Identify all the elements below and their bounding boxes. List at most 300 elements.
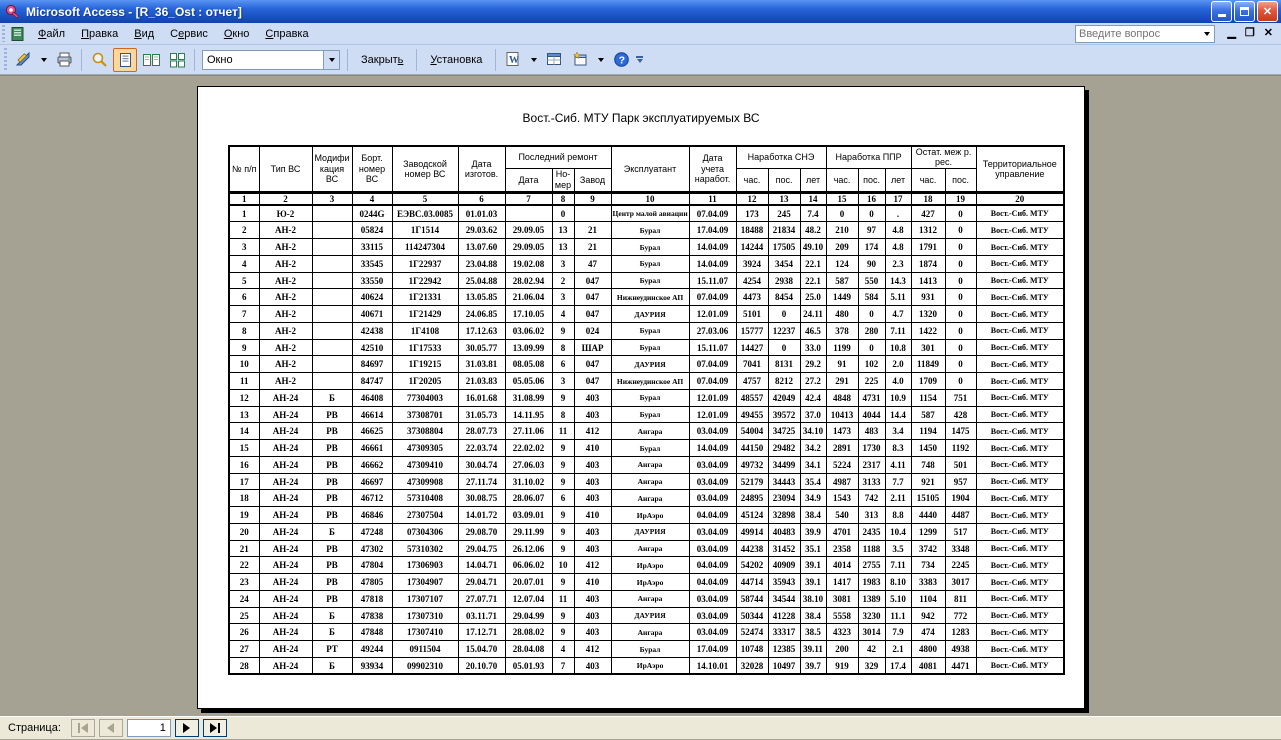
title-bar (0, 0, 1281, 23)
table-cell: 2.11 (885, 490, 911, 507)
table-cell: 3.4 (885, 423, 911, 440)
table-cell: 46408 (352, 389, 392, 406)
table-cell: 0 (945, 339, 976, 356)
new-object-button[interactable] (568, 48, 592, 72)
table-cell: 2245 (945, 557, 976, 574)
table-cell: 3348 (945, 540, 976, 557)
table-cell: 114247304 (392, 239, 458, 256)
table-cell: 32898 (768, 507, 800, 524)
subheader-sne-years: лет (800, 168, 826, 192)
table-cell: 4081 (911, 657, 945, 674)
table-cell: 1389 (858, 590, 885, 607)
table-cell: 403 (574, 590, 611, 607)
table-cell: 20 (229, 523, 259, 540)
menu-items (30, 25, 317, 43)
table-cell: 931 (911, 289, 945, 306)
table-cell: Вост.-Сиб. МТУ (976, 239, 1064, 256)
table-cell: 21.03.83 (458, 373, 505, 390)
table-cell: 39.11 (800, 641, 826, 658)
table-cell: 5.10 (885, 590, 911, 607)
table-cell: 428 (945, 406, 976, 423)
zoom-button[interactable] (87, 48, 111, 72)
table-cell: 34.10 (800, 423, 826, 440)
col-header-num: № п/п (229, 146, 259, 192)
table-cell: 28.08.02 (505, 624, 552, 641)
table-cell: РВ (312, 440, 352, 457)
table-cell: 35.1 (800, 540, 826, 557)
question-box[interactable] (1075, 25, 1215, 43)
table-cell: 1983 (858, 574, 885, 591)
table-cell: 3454 (768, 255, 800, 272)
table-cell: 28.07.73 (458, 423, 505, 440)
table-row (229, 289, 1064, 306)
table-cell: 25.0 (800, 289, 826, 306)
table-cell: 29.04.99 (505, 607, 552, 624)
table-cell: 17.12.63 (458, 322, 505, 339)
close-button[interactable]: ✕ (1257, 1, 1278, 22)
report-page[interactable] (197, 86, 1085, 709)
table-cell: 3230 (858, 607, 885, 624)
table-cell: 2938 (768, 272, 800, 289)
table-cell: Вост.-Сиб. МТУ (976, 289, 1064, 306)
table-cell: 17307107 (392, 590, 458, 607)
menu-item-4[interactable]: Сервис (170, 27, 208, 40)
table-cell: 0 (552, 205, 574, 222)
table-cell: 403 (574, 607, 611, 624)
table-cell: Вост.-Сиб. МТУ (976, 255, 1064, 272)
restore-button[interactable] (1234, 1, 1255, 22)
table-cell (312, 239, 352, 256)
col-header-ppr: Наработка ППР (826, 146, 911, 168)
table-cell: 90 (858, 255, 885, 272)
menu-item-1[interactable]: Файл (38, 27, 66, 40)
table-cell: 03.06.02 (505, 322, 552, 339)
table-cell: 39.1 (800, 557, 826, 574)
table-cell: 14.11.95 (505, 406, 552, 423)
toolbar-grip-2[interactable] (4, 48, 7, 71)
table-cell: Б (312, 607, 352, 624)
table-cell: 9 (552, 389, 574, 406)
table-cell: АН-24 (259, 540, 312, 557)
table-cell: 5558 (826, 607, 858, 624)
table-cell: Вост.-Сиб. МТУ (976, 456, 1064, 473)
table-cell: 6 (552, 356, 574, 373)
table-cell: 1Г17533 (392, 339, 458, 356)
table-cell: 91 (826, 356, 858, 373)
table-cell: 587 (911, 406, 945, 423)
table-cell: Бурал (611, 272, 689, 289)
table-row (229, 440, 1064, 457)
table-cell: ИрАэро (611, 557, 689, 574)
table-cell: 47805 (352, 574, 392, 591)
table-cell: АН-2 (259, 272, 312, 289)
toolbar-grip[interactable] (2, 25, 5, 42)
question-dropdown-icon[interactable] (1199, 26, 1214, 42)
table-cell: 27.2 (800, 373, 826, 390)
page-number-input[interactable] (127, 719, 171, 737)
table-row (229, 456, 1064, 473)
table-cell: 27307504 (392, 507, 458, 524)
table-cell: 31.10.02 (505, 473, 552, 490)
table-cell: 4 (552, 641, 574, 658)
table-cell: 0 (945, 239, 976, 256)
table-cell: 280 (858, 322, 885, 339)
table-cell: 301 (911, 339, 945, 356)
table-cell: 0 (945, 373, 976, 390)
table-cell: РТ (312, 641, 352, 658)
first-page-button[interactable] (71, 719, 95, 737)
table-cell: 24 (229, 590, 259, 607)
table-cell: 1Г19215 (392, 356, 458, 373)
table-cell: 03.04.09 (689, 473, 736, 490)
table-cell: 47309305 (392, 440, 458, 457)
table-row (229, 607, 1064, 624)
table-cell: 1730 (858, 440, 885, 457)
table-cell: 1791 (911, 239, 945, 256)
close-preview-button[interactable]: Закрыть (361, 53, 404, 66)
table-cell: 12.01.09 (689, 306, 736, 323)
table-cell: АН-24 (259, 423, 312, 440)
table-cell: 047 (574, 306, 611, 323)
table-cell: 34544 (768, 590, 800, 607)
table-cell: 20.10.70 (458, 657, 505, 674)
table-cell: 13 (229, 406, 259, 423)
col-header-account-date: Дата учета наработ. (689, 146, 736, 192)
table-cell: 412 (574, 641, 611, 658)
help-icon (613, 51, 630, 68)
one-page-button[interactable] (113, 48, 137, 72)
table-cell: РВ (312, 456, 352, 473)
zoom-combo-value: Окно (207, 53, 233, 66)
table-cell: 14244 (736, 239, 768, 256)
table-cell: 313 (858, 507, 885, 524)
table-cell: 47248 (352, 523, 392, 540)
table-cell (505, 205, 552, 222)
table-cell: 024 (574, 322, 611, 339)
multiple-pages-icon (169, 52, 186, 68)
table-cell: 29.2 (800, 356, 826, 373)
toolbar-options-icon[interactable] (636, 56, 643, 63)
table-cell: 4440 (911, 507, 945, 524)
one-page-icon (118, 52, 133, 68)
table-row (229, 389, 1064, 406)
table-cell: 7 (552, 657, 574, 674)
design-view-dropdown[interactable] (37, 48, 50, 72)
table-cell: 0911504 (392, 641, 458, 658)
table-cell: 17 (229, 473, 259, 490)
table-row (229, 222, 1064, 239)
table-cell (312, 205, 352, 222)
table-cell: 42438 (352, 322, 392, 339)
table-cell: 291 (826, 373, 858, 390)
table-cell: 52179 (736, 473, 768, 490)
table-cell: 1Г4108 (392, 322, 458, 339)
table-cell: 1 (229, 205, 259, 222)
table-row (229, 657, 1064, 674)
table-cell: 748 (911, 456, 945, 473)
table-cell: 54202 (736, 557, 768, 574)
table-cell: РВ (312, 423, 352, 440)
table-cell: 0 (945, 356, 976, 373)
table-cell: АН-24 (259, 440, 312, 457)
table-cell: Вост.-Сиб. МТУ (976, 272, 1064, 289)
table-cell: 8.3 (885, 440, 911, 457)
table-cell: 1Г1514 (392, 222, 458, 239)
table-cell: 27.07.71 (458, 590, 505, 607)
table-cell: АН-2 (259, 239, 312, 256)
table-cell: Вост.-Сиб. МТУ (976, 373, 1064, 390)
table-cell: 03.04.09 (689, 624, 736, 641)
table-cell: 20.07.01 (505, 574, 552, 591)
table-cell: 11 (552, 590, 574, 607)
table-cell: Вост.-Сиб. МТУ (976, 423, 1064, 440)
print-preview-toolbar (0, 45, 1281, 75)
table-cell: 17.12.71 (458, 624, 505, 641)
table-cell: 3 (229, 239, 259, 256)
table-cell: 13.07.60 (458, 239, 505, 256)
minimize-button[interactable] (1211, 1, 1232, 22)
table-cell: АН-2 (259, 306, 312, 323)
table-cell: 501 (945, 456, 976, 473)
table-cell: 047 (574, 356, 611, 373)
table-cell: 46.5 (800, 322, 826, 339)
two-pages-button[interactable] (139, 48, 163, 72)
table-cell: 50344 (736, 607, 768, 624)
table-cell: 0 (945, 322, 976, 339)
table-cell: 18 (229, 490, 259, 507)
table-cell: 49914 (736, 523, 768, 540)
table-cell: 3014 (858, 624, 885, 641)
table-cell: 3017 (945, 574, 976, 591)
svg-text:?: ? (618, 54, 625, 67)
table-cell: 30.08.75 (458, 490, 505, 507)
column-number: 20 (976, 192, 1064, 205)
table-row (229, 557, 1064, 574)
table-cell: Бурал (611, 222, 689, 239)
table-cell: 1Г21429 (392, 306, 458, 323)
table-cell: 3133 (858, 473, 885, 490)
table-cell: 14.04.09 (689, 255, 736, 272)
column-number: 7 (505, 192, 552, 205)
table-cell: 23094 (768, 490, 800, 507)
zoom-combo-dropdown-icon[interactable] (323, 51, 339, 69)
access-app-icon (5, 4, 21, 20)
officelinks-word-button[interactable] (501, 48, 525, 72)
table-cell: 8131 (768, 356, 800, 373)
table-cell: 5224 (826, 456, 858, 473)
table-row (229, 490, 1064, 507)
table-cell: 1Г22937 (392, 255, 458, 272)
table-cell: РВ (312, 507, 352, 524)
table-cell: Вост.-Сиб. МТУ (976, 440, 1064, 457)
table-cell: 27.11.74 (458, 473, 505, 490)
table-cell (312, 289, 352, 306)
window-title: Microsoft Access - [R_36_Ost : отчет] (26, 4, 242, 19)
table-cell: 54004 (736, 423, 768, 440)
table-cell: 2 (229, 222, 259, 239)
mdi-restore-button[interactable]: ❐ (1244, 27, 1255, 39)
table-cell: 403 (574, 624, 611, 641)
table-cell: 480 (826, 306, 858, 323)
table-cell: Ю-2 (259, 205, 312, 222)
table-cell: 33115 (352, 239, 392, 256)
table-cell (312, 222, 352, 239)
table-cell: 7.11 (885, 322, 911, 339)
table-cell: 2.3 (885, 255, 911, 272)
table-cell: 22.1 (800, 272, 826, 289)
officelinks-dropdown[interactable] (527, 48, 540, 72)
table-cell: 17304907 (392, 574, 458, 591)
table-cell: Ангара (611, 456, 689, 473)
table-cell: 3383 (911, 574, 945, 591)
table-cell: 15777 (736, 322, 768, 339)
table-cell: 38.5 (800, 624, 826, 641)
table-row (229, 322, 1064, 339)
table-cell: 18488 (736, 222, 768, 239)
table-cell: 10 (552, 557, 574, 574)
column-number: 8 (552, 192, 574, 205)
menu-item-6[interactable]: Справка (265, 27, 309, 40)
table-cell: РВ (312, 590, 352, 607)
table-cell: 48557 (736, 389, 768, 406)
table-cell: 11.1 (885, 607, 911, 624)
table-cell: 1Г21331 (392, 289, 458, 306)
new-object-icon (572, 51, 589, 68)
table-cell: 9 (552, 322, 574, 339)
table-cell: 403 (574, 523, 611, 540)
table-row (229, 272, 1064, 289)
table-cell: 173 (736, 205, 768, 222)
table-cell: 29.04.75 (458, 540, 505, 557)
table-cell: 47838 (352, 607, 392, 624)
table-cell: 9 (552, 456, 574, 473)
multiple-pages-button[interactable] (165, 48, 189, 72)
menu-item-2[interactable]: Правка (81, 27, 119, 40)
table-cell: 1413 (911, 272, 945, 289)
table-cell: 11849 (911, 356, 945, 373)
design-view-icon (15, 51, 32, 68)
table-cell: 37308804 (392, 423, 458, 440)
table-cell: АН-24 (259, 624, 312, 641)
table-cell: 921 (911, 473, 945, 490)
table-cell: 4323 (826, 624, 858, 641)
menu-item-3[interactable]: Вид (134, 27, 155, 40)
mdi-close-button[interactable]: ✕ (1263, 27, 1273, 39)
table-cell: 427 (911, 205, 945, 222)
table-cell: 7.4 (800, 205, 826, 222)
col-header-last-repair: Последний ремонт (505, 146, 611, 168)
database-window-button[interactable] (542, 48, 566, 72)
table-cell: 1449 (826, 289, 858, 306)
table-cell: 06.06.02 (505, 557, 552, 574)
column-number: 1 (229, 192, 259, 205)
table-cell: АН-24 (259, 590, 312, 607)
table-cell: 46614 (352, 406, 392, 423)
table-cell: 58744 (736, 590, 768, 607)
table-cell: 10.4 (885, 523, 911, 540)
table-cell: АН-24 (259, 641, 312, 658)
table-cell: 49732 (736, 456, 768, 473)
table-cell: Вост.-Сиб. МТУ (976, 624, 1064, 641)
table-cell: АН-2 (259, 322, 312, 339)
table-cell: 14.04.09 (689, 239, 736, 256)
word-icon (505, 51, 522, 68)
table-cell: 05824 (352, 222, 392, 239)
table-cell: 9 (552, 473, 574, 490)
table-cell: 08.05.08 (505, 356, 552, 373)
table-cell: 8 (552, 406, 574, 423)
table-cell: 0 (826, 205, 858, 222)
table-cell: 34443 (768, 473, 800, 490)
table-cell: Ангара (611, 473, 689, 490)
last-page-button[interactable] (203, 719, 227, 737)
magnifier-icon (91, 51, 108, 68)
table-cell: Б (312, 389, 352, 406)
subheader-ost-landings: пос. (945, 168, 976, 192)
design-view-button[interactable] (11, 48, 35, 72)
table-cell: ЕЭВС.03.0085 (392, 205, 458, 222)
table-cell: 05.05.06 (505, 373, 552, 390)
print-button[interactable] (52, 48, 76, 72)
table-cell: ИрАэро (611, 657, 689, 674)
table-cell: 07.04.09 (689, 373, 736, 390)
table-cell: 39572 (768, 406, 800, 423)
table-cell: 6 (229, 289, 259, 306)
table-cell: 9 (552, 540, 574, 557)
table-cell: 124 (826, 255, 858, 272)
table-cell: 1283 (945, 624, 976, 641)
table-cell: ИрАэро (611, 574, 689, 591)
table-cell: 751 (945, 389, 976, 406)
mdi-minimize-button[interactable]: ▁ (1227, 27, 1236, 39)
table-cell: 4848 (826, 389, 858, 406)
table-cell: 102 (858, 356, 885, 373)
zoom-combo[interactable] (202, 50, 340, 70)
table-cell: 4.8 (885, 222, 911, 239)
table-cell: 34499 (768, 456, 800, 473)
table-cell: 17.4 (885, 657, 911, 674)
previous-page-button[interactable] (99, 719, 123, 737)
table-cell: 16 (229, 456, 259, 473)
table-cell: АН-24 (259, 406, 312, 423)
next-page-button[interactable] (175, 719, 199, 737)
table-cell: 29.08.70 (458, 523, 505, 540)
column-number: 16 (858, 192, 885, 205)
table-cell: 0 (768, 306, 800, 323)
new-object-dropdown[interactable] (594, 48, 607, 72)
table-cell: 21834 (768, 222, 800, 239)
table-cell: РВ (312, 574, 352, 591)
table-row (229, 255, 1064, 272)
table-cell: 4987 (826, 473, 858, 490)
table-cell: 3742 (911, 540, 945, 557)
setup-button[interactable]: Установка (430, 53, 483, 66)
table-cell: Бурал (611, 339, 689, 356)
table-cell: 10748 (736, 641, 768, 658)
table-cell: 84697 (352, 356, 392, 373)
col-header-sne: Наработка СНЭ (736, 146, 826, 168)
table-row (229, 339, 1064, 356)
question-input[interactable] (1076, 28, 1199, 40)
table-cell: 3081 (826, 590, 858, 607)
table-cell: 49244 (352, 641, 392, 658)
help-button[interactable] (609, 48, 633, 72)
menu-item-5[interactable]: Окно (223, 27, 250, 40)
table-cell: ДАУРИЯ (611, 523, 689, 540)
table-cell: 17306903 (392, 557, 458, 574)
table-cell: 403 (574, 406, 611, 423)
table-cell: 27.03.06 (689, 322, 736, 339)
